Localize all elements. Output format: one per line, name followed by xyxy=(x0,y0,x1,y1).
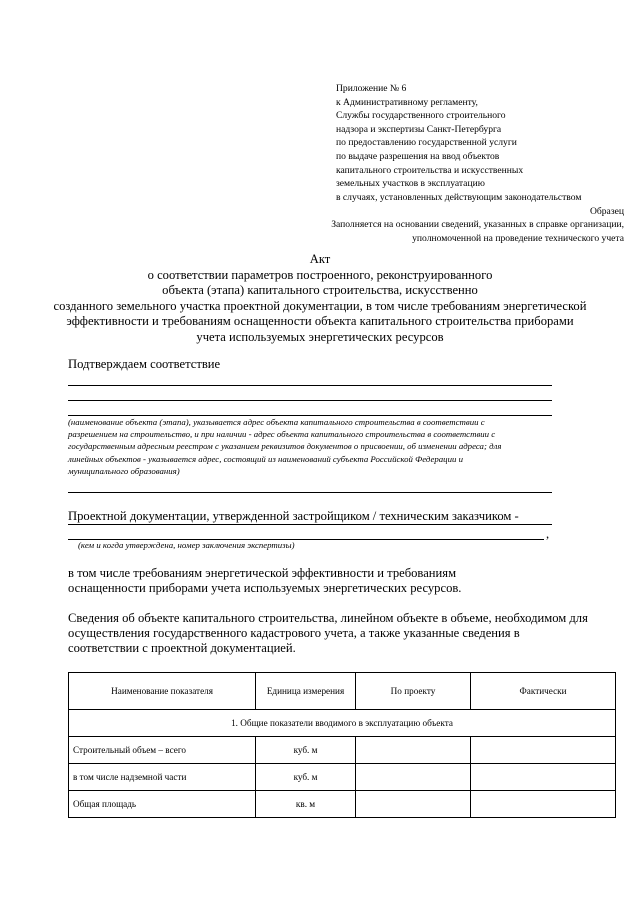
appendix-line: Приложение № 6 xyxy=(336,83,407,94)
fill-note-line: уполномоченной на проведение технического учета xyxy=(412,232,624,244)
appendix-block xyxy=(336,82,581,204)
header-cell-project: По проекту xyxy=(355,673,470,710)
project-doc-comma: , xyxy=(546,527,550,541)
title-line: учета используемых энергетических ресурсов xyxy=(196,329,444,344)
sample-label: Образец xyxy=(589,206,624,217)
appendix-line: Службы государственного строительного xyxy=(336,110,506,122)
appendix-line: по выдаче разрешения на ввод объектов xyxy=(336,150,500,162)
header-cell-unit: Единица измерения xyxy=(256,673,356,710)
object-note-line: муниципального образования) xyxy=(68,465,180,476)
energy-text-line: оснащенности приборами учета используемых энергетических ресурсов. xyxy=(68,581,462,596)
document-title xyxy=(0,252,640,345)
info-text-line: Сведения об объекте капитального строительства, линейном объекте в объеме, необходимом для xyxy=(68,611,588,625)
project-doc-label: Проектной документации, утвержденной застройщиком / техническим заказчиком - xyxy=(68,509,519,523)
energy-text-line: в том числе требованиям энергетической эффективности и требованиям xyxy=(68,566,457,580)
object-note-line: (наименование объекта (этапа), указывается адрес объекта капитального строительства в соответствии с xyxy=(68,417,485,427)
fill-note xyxy=(331,218,624,245)
title-line: созданного земельного участка проектной документации, в том числе требованиям энергетической xyxy=(53,298,587,313)
row-unit-cell: куб. м xyxy=(256,737,356,764)
header-cell-actual: Фактически xyxy=(471,673,616,710)
appendix-line: по предоставлению государственной услуги xyxy=(336,137,517,149)
section-title: 1. Общие показатели вводимого в эксплуатацию объекта xyxy=(69,710,616,737)
info-text xyxy=(68,611,588,657)
title-line: Акт xyxy=(309,252,331,266)
blank-line xyxy=(68,524,552,525)
row-project-cell xyxy=(355,791,470,818)
energy-text xyxy=(68,566,461,596)
approval-note: (кем и когда утверждена, номер заключения экспертизы) xyxy=(78,540,295,550)
row-project-cell xyxy=(355,737,470,764)
row-actual-cell xyxy=(471,737,616,764)
row-project-cell xyxy=(355,764,470,791)
row-name-cell: Общая площадь xyxy=(69,791,256,818)
header-cell-name: Наименование показателя xyxy=(69,673,256,710)
info-text-line: соответствии с проектной документацией. xyxy=(68,641,296,656)
object-note-line: государственным адресным реестром с указанием реквизитов документов о присвоении, об изменении адреса; для xyxy=(68,441,502,452)
object-note-line: разрешением на строительство, и при наличии - адрес объекта капитального строительства в соответствии с xyxy=(68,429,496,440)
row-actual-cell xyxy=(471,764,616,791)
table-section-row xyxy=(69,710,616,737)
title-line: эффективности и требованиям оснащенности объекта капитального строительства приборами xyxy=(66,314,574,328)
row-unit-cell: кв. м xyxy=(256,791,356,818)
row-unit-cell: куб. м xyxy=(256,764,356,791)
title-line: объекта (этапа) капитального строительства, искусственно xyxy=(162,283,478,297)
indicators-table xyxy=(68,672,616,818)
table-header-row xyxy=(69,673,616,710)
table-row xyxy=(69,791,616,818)
object-note xyxy=(68,416,600,477)
info-text-line: осуществления государственного кадастрового учета, а также указанные сведения в xyxy=(68,626,520,641)
blank-line xyxy=(68,492,552,493)
blank-line xyxy=(68,400,552,401)
table-row xyxy=(69,737,616,764)
object-note-line: линейных объектов - указывается адрес, состоящий из наименований субъекта Российской Федерации и xyxy=(68,453,463,464)
blank-line xyxy=(68,385,552,386)
appendix-line: земельных участков в эксплуатацию xyxy=(336,178,485,190)
fill-note-line: Заполняется на основании сведений, указанных в справке организации, xyxy=(331,219,624,230)
appendix-line: в случаях, установленных действующим законодательством xyxy=(336,191,582,203)
table-row xyxy=(69,764,616,791)
row-name-cell: Строительный объем – всего xyxy=(69,737,256,764)
confirm-label: Подтверждаем соответствие xyxy=(68,357,221,371)
appendix-line: к Административному регламенту, xyxy=(336,96,478,108)
row-actual-cell xyxy=(471,791,616,818)
appendix-line: надзора и экспертизы Санкт-Петербурга xyxy=(336,123,502,135)
appendix-line: капитального строительства и искусственных xyxy=(336,164,524,176)
title-line: о соответствии параметров построенного, реконструированного xyxy=(147,267,493,282)
row-name-cell: в том числе надземной части xyxy=(69,764,256,791)
